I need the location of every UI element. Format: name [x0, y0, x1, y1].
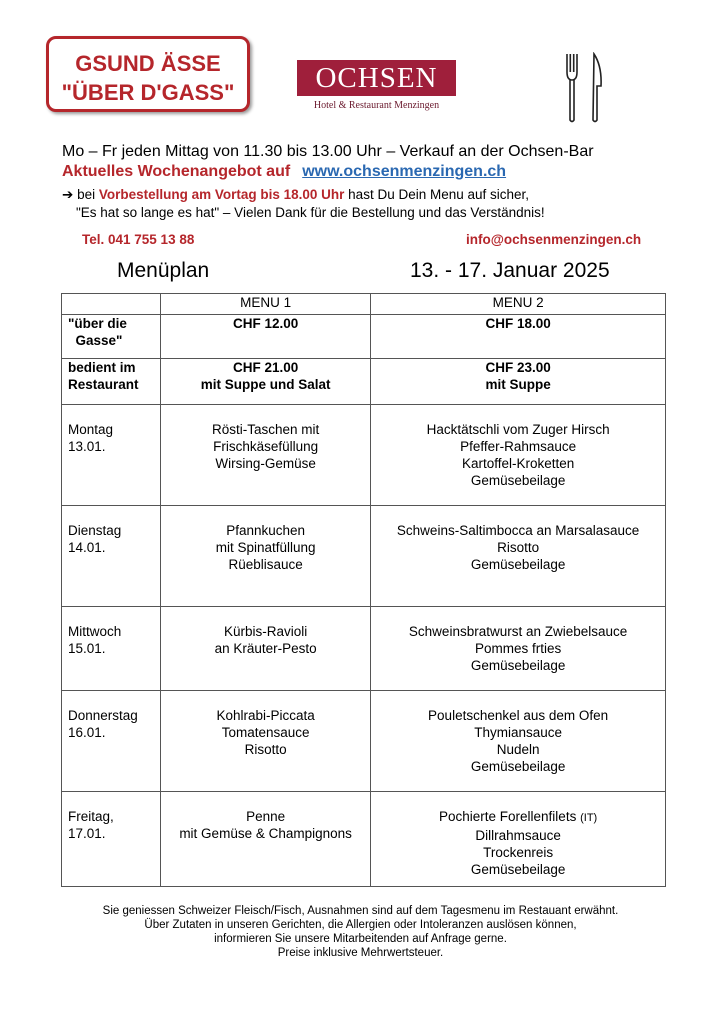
dish-with-origin: Pochierte Forellenfilets (IT)	[439, 809, 598, 824]
page-title: Menüplan	[117, 259, 210, 282]
cutlery-icon	[562, 52, 606, 124]
origin-note: (IT)	[580, 812, 598, 824]
price-menu-1: CHF 12.00	[161, 315, 371, 359]
menu-1-cell: Penne mit Gemüse & Champignons	[161, 792, 371, 887]
weekly-offer-text: Aktuelles Wochenangebot auf	[62, 163, 291, 180]
footer-line: Über Zutaten in unseren Gerichten, die Allergien oder Intoleranzen auslösen können,	[144, 919, 577, 931]
header-menu-2: MENU 2	[371, 294, 666, 315]
logo-subtitle: Hotel & Restaurant Menzingen	[313, 100, 440, 111]
price-menu-1: CHF 21.00 mit Suppe und Salat	[161, 359, 371, 405]
day-cell: Dienstag 14.01.	[62, 506, 161, 607]
price-row-takeaway	[62, 315, 666, 359]
menu-1-cell: Kürbis-Ravioli an Kräuter-Pesto	[161, 607, 371, 691]
menu-2-cell: Pochierte Forellenfilets (IT) Dillrahmsauce Trockenreis Gemüsebeilage	[371, 792, 666, 887]
pre-order-suffix: hast Du Dein Menu auf sicher,	[344, 187, 530, 202]
pre-order-deadline: Vorbestellung am Vortag bis 18.00 Uhr	[98, 187, 345, 202]
price-label: bedient im Restaurant	[62, 359, 161, 405]
menu-2-cell: Schweins-Saltimbocca an Marsalasauce Risotto Gemüsebeilage	[371, 506, 666, 607]
price-menu-2: CHF 18.00	[371, 315, 666, 359]
day-cell: Mittwoch 15.01.	[62, 607, 161, 691]
menu-table	[61, 293, 666, 887]
menu-1-cell: Kohlrabi-Piccata Tomatensauce Risotto	[161, 691, 371, 792]
table-row-friday	[62, 792, 666, 887]
table-row-tuesday	[62, 506, 666, 607]
menu-2-cell: Pouletschenkel aus dem Ofen Thymiansauce Nudeln Gemüsebeilage	[371, 691, 666, 792]
pre-order-prefix: bei	[73, 187, 99, 202]
phone-number[interactable]: Tel. 041 755 13 88	[82, 232, 195, 247]
table-header-row	[62, 294, 666, 315]
weekly-offer-line	[62, 163, 506, 181]
header-empty-cell	[62, 294, 161, 315]
footer-line: Sie geniessen Schweizer Fleisch/Fisch, Ausnahmen sind auf dem Tagesmenu im Restauant erwähnt.	[102, 905, 619, 917]
ochsen-logo: OCHSEN	[297, 60, 456, 96]
badge-line-1: GSUND ÄSSE	[75, 51, 221, 76]
pre-order-line	[62, 187, 529, 203]
menu-2-cell: Schweinsbratwurst an Zwiebelsauce Pommes frties Gemüsebeilage	[371, 607, 666, 691]
gsund-aesse-badge	[46, 36, 250, 112]
price-label: "über die Gasse"	[62, 315, 161, 359]
plan-date: 13. - 17. Januar 2025	[410, 259, 610, 282]
footer-line: informieren Sie unsere Mitarbeitenden auf Anfrage gerne.	[214, 933, 507, 945]
email-link[interactable]: info@ochsenmenzingen.ch	[466, 232, 642, 247]
price-row-restaurant	[62, 359, 666, 405]
menu-1-cell: Pfannkuchen mit Spinatfüllung Rüeblisauce	[161, 506, 371, 607]
badge-line-2: "ÜBER D'GASS"	[61, 80, 235, 105]
table-row-thursday	[62, 691, 666, 792]
website-link[interactable]: www.ochsenmenzingen.ch	[302, 163, 507, 180]
day-cell: Donnerstag 16.01.	[62, 691, 161, 792]
opening-hours: Mo – Fr jeden Mittag von 11.30 bis 13.00 Uhr – Verkauf an der Ochsen-Bar	[62, 143, 594, 160]
footer-notes	[0, 904, 721, 960]
table-row-monday	[62, 405, 666, 506]
arrow-icon: ➔	[62, 187, 74, 202]
table-row-wednesday	[62, 607, 666, 691]
header-menu-1: MENU 1	[161, 294, 371, 315]
day-cell: Montag 13.01.	[62, 405, 161, 506]
day-cell: Freitag, 17.01.	[62, 792, 161, 887]
menu-1-cell: Rösti-Taschen mit Frischkäsefüllung Wirsing-Gemüse	[161, 405, 371, 506]
menu-2-cell: Hacktätschli vom Zuger Hirsch Pfeffer-Rahmsauce Kartoffel-Kroketten Gemüsebeilage	[371, 405, 666, 506]
footer-line: Preise inklusive Mehrwertsteuer.	[277, 947, 444, 959]
thanks-line: "Es hat so lange es hat" – Vielen Dank für die Bestellung und das Verständnis!	[76, 205, 545, 220]
price-menu-2: CHF 23.00 mit Suppe	[371, 359, 666, 405]
